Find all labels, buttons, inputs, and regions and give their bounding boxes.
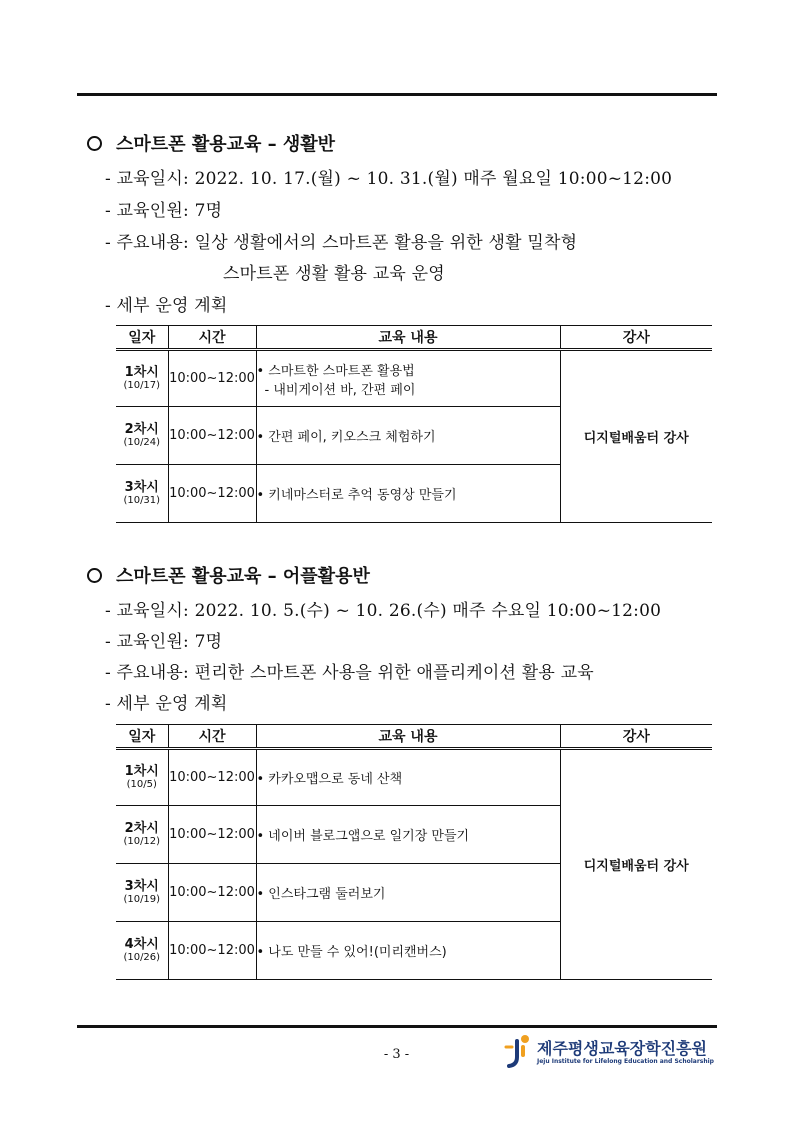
session-cell — [116, 922, 168, 980]
session-number: 1차시 — [124, 365, 159, 380]
session-content: • 네이버 블로그앱으로 일기장 만들기 — [256, 806, 560, 864]
header-time: 시간 — [168, 725, 256, 749]
session-number: 3차시 — [124, 480, 159, 495]
session-date: (10/12) — [123, 836, 161, 847]
content-line-continued: 스마트폰 생활 활용 교육 운영 — [223, 264, 445, 284]
session-content: • 키네마스터로 추억 동영상 만들기 — [256, 465, 560, 523]
content-line: - 주요내용: 일상 생활에서의 스마트폰 활용을 위한 생활 밀착형 — [105, 233, 578, 253]
schedule-table — [116, 724, 712, 980]
session-content: • 나도 만들 수 있어!(미리캔버스) — [256, 922, 560, 980]
session-time: 10:00~12:00 — [168, 407, 256, 465]
header-time: 시간 — [168, 326, 256, 350]
section-title — [87, 562, 370, 588]
plan-line: - 세부 운영 계획 — [105, 296, 228, 316]
session-number: 2차시 — [124, 422, 159, 437]
session-number: 3차시 — [124, 879, 159, 894]
header-date: 일자 — [116, 725, 168, 749]
institute-logo — [503, 1033, 717, 1071]
session-number: 2차시 — [124, 821, 159, 836]
session-number: 1차시 — [124, 764, 159, 779]
bullet-circle-icon — [87, 136, 102, 151]
teacher-cell: 디지털배움터 강사 — [560, 749, 712, 980]
session-content — [256, 350, 560, 407]
footer-rule — [77, 1025, 717, 1028]
header-content: 교육 내용 — [256, 326, 560, 350]
session-number: 4차시 — [124, 937, 159, 952]
plan-line: - 세부 운영 계획 — [105, 694, 228, 714]
table-row — [116, 749, 712, 806]
table-header-row — [116, 326, 712, 350]
session-time: 10:00~12:00 — [168, 465, 256, 523]
session-content-sub: - 내비게이션 바, 간편 페이 — [264, 382, 416, 398]
schedule-line: - 교육일시: 2022. 10. 5.(수) ~ 10. 26.(수) 매주 수요일 10:00~12:00 — [105, 601, 662, 621]
session-date: (10/31) — [123, 495, 161, 506]
section-title-text: 스마트폰 활용교육 – 어플활용반 — [116, 566, 370, 587]
logo-english-name: Jeju Institute for Lifelong Education and Scholarship — [537, 1058, 714, 1065]
session-time: 10:00~12:00 — [168, 922, 256, 980]
table-header-row — [116, 725, 712, 749]
page-number: - 3 - — [383, 1047, 410, 1062]
session-time: 10:00~12:00 — [168, 749, 256, 806]
header-date: 일자 — [116, 326, 168, 350]
table-row — [116, 350, 712, 407]
session-date: (10/26) — [123, 952, 161, 963]
header-teacher: 강사 — [560, 326, 712, 350]
session-date: (10/19) — [123, 894, 161, 905]
header-content: 교육 내용 — [256, 725, 560, 749]
logo-korean-name: 제주평생교육장학진흥원 — [537, 1039, 708, 1058]
teacher-cell: 디지털배움터 강사 — [560, 350, 712, 523]
session-cell — [116, 864, 168, 922]
session-time: 10:00~12:00 — [168, 350, 256, 407]
session-date: (10/17) — [123, 380, 161, 391]
content-line: - 주요내용: 편리한 스마트폰 사용을 위한 애플리케이션 활용 교육 — [105, 663, 594, 683]
section-title — [87, 130, 335, 156]
session-content: • 카카오맵으로 동네 산책 — [256, 749, 560, 806]
session-cell — [116, 806, 168, 864]
session-time: 10:00~12:00 — [168, 806, 256, 864]
session-cell — [116, 465, 168, 523]
bullet-circle-icon — [87, 568, 102, 583]
section-title-text: 스마트폰 활용교육 – 생활반 — [116, 134, 336, 155]
session-content: • 인스타그램 둘러보기 — [256, 864, 560, 922]
session-cell — [116, 749, 168, 806]
people-line: - 교육인원: 7명 — [105, 632, 223, 652]
session-content-main: • 스마트한 스마트폰 활용법 — [256, 363, 415, 379]
schedule-line: - 교육일시: 2022. 10. 17.(월) ~ 10. 31.(월) 매주 월요일 10:00~12:00 — [105, 169, 673, 189]
header-teacher: 강사 — [560, 725, 712, 749]
session-time: 10:00~12:00 — [168, 864, 256, 922]
session-date: (10/5) — [126, 779, 157, 790]
session-date: (10/24) — [123, 437, 161, 448]
schedule-table — [116, 325, 712, 523]
people-line: - 교육인원: 7명 — [105, 201, 223, 221]
header-rule — [77, 93, 717, 96]
jeju-institute-logo-icon — [503, 1033, 533, 1069]
session-cell — [116, 350, 168, 407]
session-content: • 간편 페이, 키오스크 체험하기 — [256, 407, 560, 465]
session-cell — [116, 407, 168, 465]
